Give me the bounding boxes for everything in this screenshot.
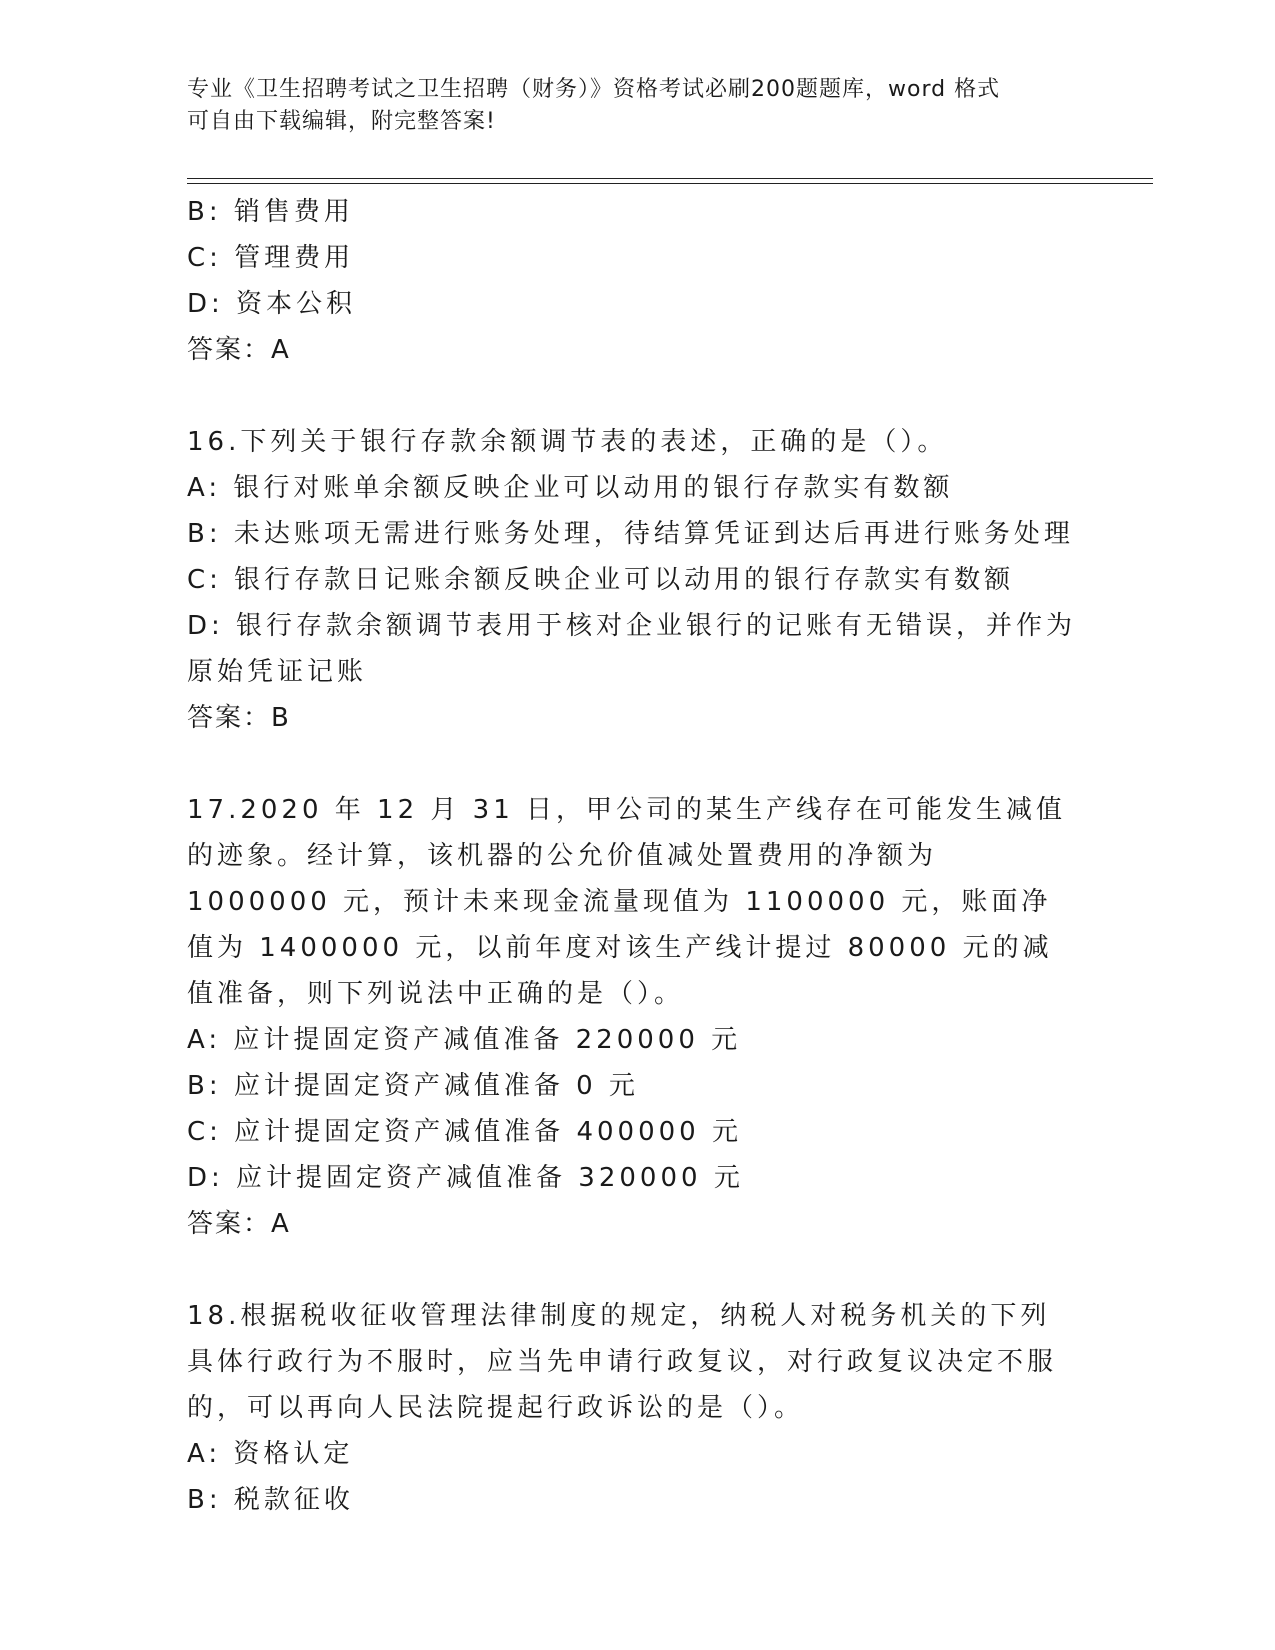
option-b: B: 销售费用 [187, 197, 354, 227]
option-b: B: 未达账项无需进行账务处理，待结算凭证到达后再进行账务处理 [187, 519, 1074, 549]
header-title-line-1: 专业《卫生招聘考试之卫生招聘（财务）》资格考试必刷200题题库，word 格式 [187, 77, 1001, 102]
question-16 [187, 419, 1077, 741]
option-a: A: 应计提固定资产减值准备 220000 元 [187, 1025, 742, 1055]
option-d: D: 银行存款余额调节表用于核对企业银行的记账有无错误，并作为原始凭证记账 [187, 611, 1077, 687]
question-stem: 16.下列关于银行存款余额调节表的表述，正确的是（）。 [187, 427, 948, 457]
question-17 [187, 787, 1077, 1247]
question-stem: 18.根据税收征收管理法律制度的规定，纳税人对税务机关的下列具体行政行为不服时，应当先申请行政复议，对行政复议决定不服的，可以再向人民法院提起行政诉讼的是（）。 [187, 1301, 1058, 1423]
option-d: D: 应计提固定资产减值准备 320000 元 [187, 1163, 744, 1193]
question-stem: 17.2020 年 12 月 31 日，甲公司的某生产线存在可能发生减值的迹象。经计算，该机器的公允价值减处置费用的净额为 1000000 元，预计未来现金流量现值为 1100000 元，账面净值为 1400000 元，以前年度对该生产线计提过 80000 元的减值准备，则下列说法中正确的是（）。 [187, 795, 1067, 1009]
header-divider-bottom [187, 183, 1153, 184]
question-18 [187, 1293, 1077, 1523]
spacer [187, 741, 1077, 787]
option-d: D: 资本公积 [187, 289, 357, 319]
option-b: B: 税款征收 [187, 1485, 354, 1515]
header-divider-top [187, 178, 1153, 179]
option-c: C: 银行存款日记账余额反映企业可以动用的银行存款实有数额 [187, 565, 1015, 595]
option-b: B: 应计提固定资产减值准备 0 元 [187, 1071, 639, 1101]
option-a: A: 银行对账单余额反映企业可以动用的银行存款实有数额 [187, 473, 954, 503]
option-a: A: 资格认定 [187, 1439, 354, 1469]
question-15-continued [187, 189, 1077, 373]
answer-label: 答案：A [187, 335, 291, 365]
option-c: C: 管理费用 [187, 243, 355, 273]
document-header [187, 74, 1077, 138]
question-list [187, 189, 1077, 1523]
option-c: C: 应计提固定资产减值准备 400000 元 [187, 1117, 742, 1147]
spacer [187, 1247, 1077, 1293]
answer-label: 答案：B [187, 703, 291, 733]
spacer [187, 373, 1077, 419]
answer-label: 答案：A [187, 1209, 291, 1239]
header-title-line-2: 可自由下载编辑，附完整答案! [187, 109, 496, 134]
